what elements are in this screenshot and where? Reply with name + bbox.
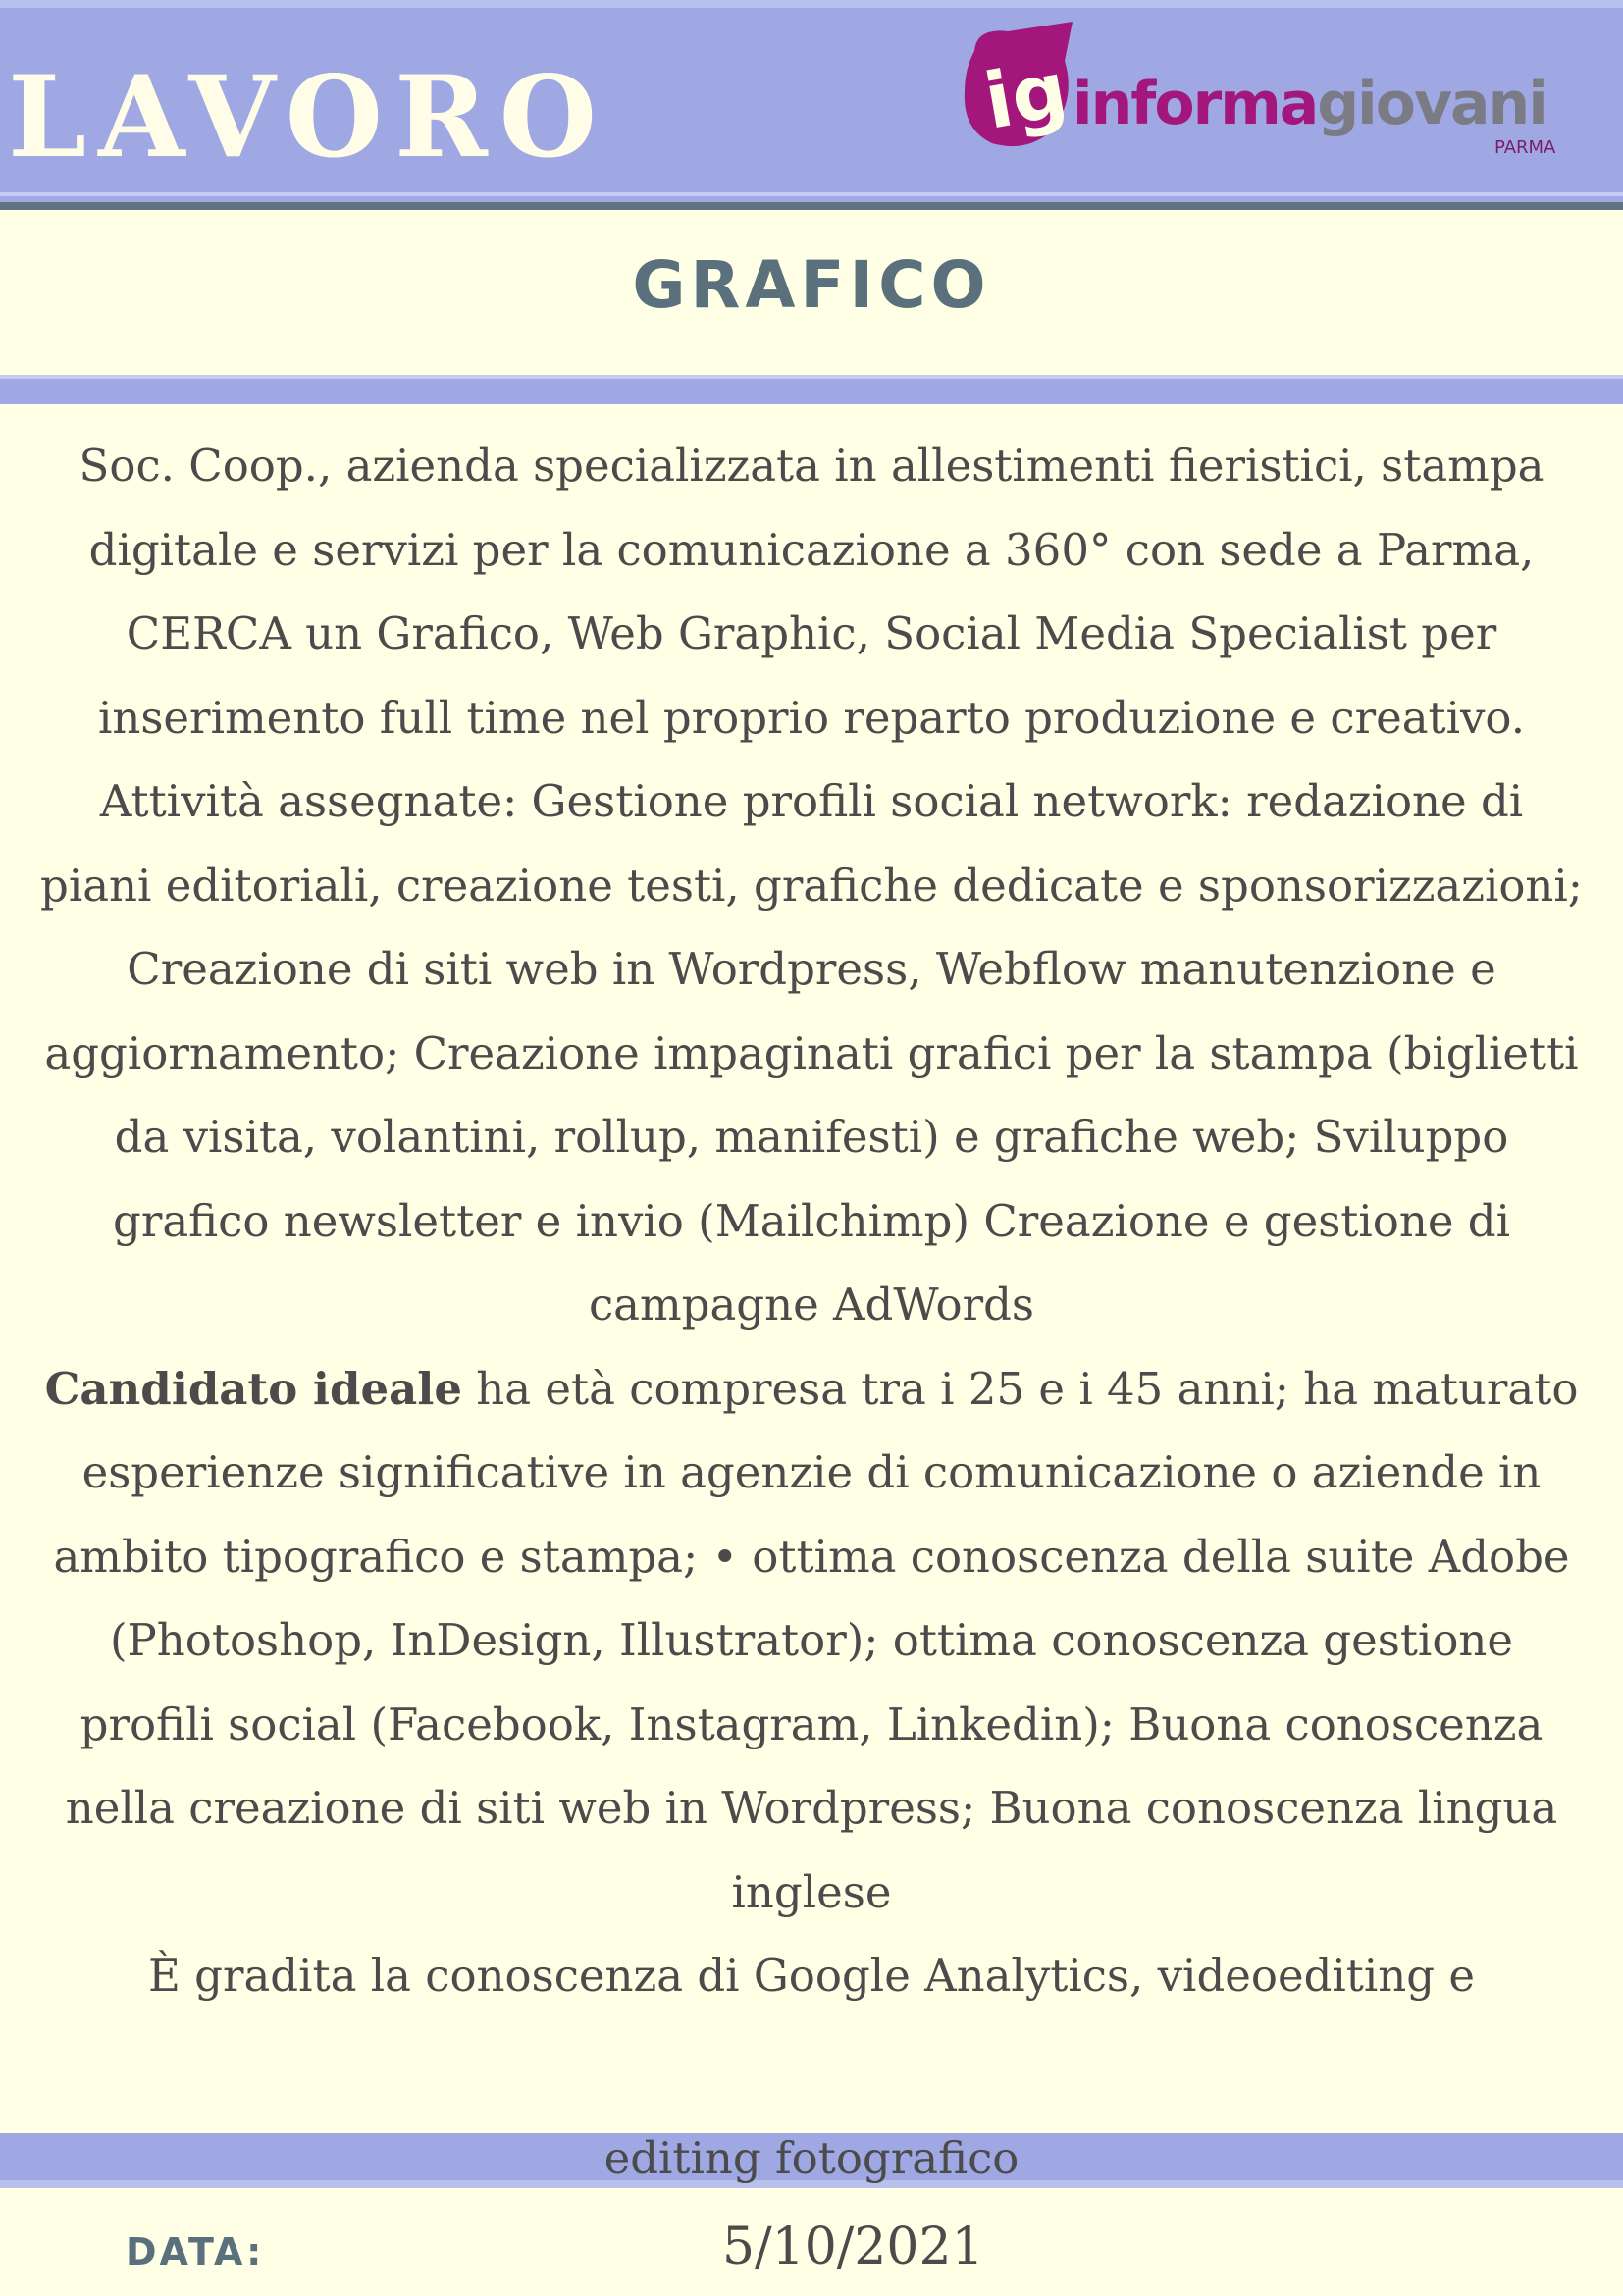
- logo-word-giovani: giovani: [1317, 70, 1546, 138]
- candidate-paragraph: [39, 1347, 1584, 1935]
- informagiovani-logo: [957, 18, 1565, 165]
- ig-logo-icon: [957, 22, 1078, 153]
- date-label: DATA:: [126, 2230, 265, 2273]
- section-title: LAVORO: [8, 51, 609, 183]
- intro-paragraph: Soc. Coop., azienda specializzata in allestimenti fieristici, stampa digitale e servizi per la comunicazione a 360° con sede a Parma, CERCA un Grafico, Web Graphic, Social Media Specialist per inserimento full time nel proprio reparto produzione e creativo.: [79, 440, 1544, 744]
- date-value: 5/10/2021: [722, 2218, 984, 2276]
- extra-skills-line-2: editing fotografico: [603, 2132, 1020, 2184]
- logo-wordmark: [1073, 70, 1546, 138]
- extra-skills-line: È gradita la conoscenza di Google Analytics, videoediting e: [148, 1950, 1475, 2002]
- candidate-label: Candidato ideale: [44, 1362, 462, 1415]
- logo-subtitle: PARMA: [1494, 137, 1556, 158]
- logo-mark-text: ig: [978, 45, 1074, 147]
- job-description: [39, 424, 1584, 2018]
- header-highlight-line: [0, 192, 1623, 196]
- activities-paragraph: Attività assegnate: Gestione profili social network: redazione di piani editoriali, creazione testi, grafiche dedicate e sponsorizzazioni; Creazione di siti web in Wordpress, Webflow manutenzione e aggiornamento; Creazione impaginati grafici per la stampa (biglietti da visita, volantini, rollup, manifesti) e grafiche web; Sviluppo grafico newsletter e invio (Mailchimp) Creazione e gestione di campagne AdWords: [40, 775, 1583, 1331]
- candidate-text: ha età compresa tra i 25 e i 45 anni; ha maturato esperienze significative in agenzie di comunicazione o aziende in ambito tipografico e stampa; • ottima conoscenza della suite Adobe (Photoshop, InDesign, Illustrator); ottima conoscenza gestione profili social (Facebook, Instagram, Linkedin); Buona conoscenza nella creazione di siti web in Wordpress; Buona conoscenza lingua inglese: [53, 1362, 1579, 1918]
- title-divider-band: [0, 375, 1623, 404]
- logo-word-informa: informa: [1073, 70, 1318, 138]
- header-divider: [0, 202, 1623, 210]
- job-title: GRAFICO: [632, 247, 991, 323]
